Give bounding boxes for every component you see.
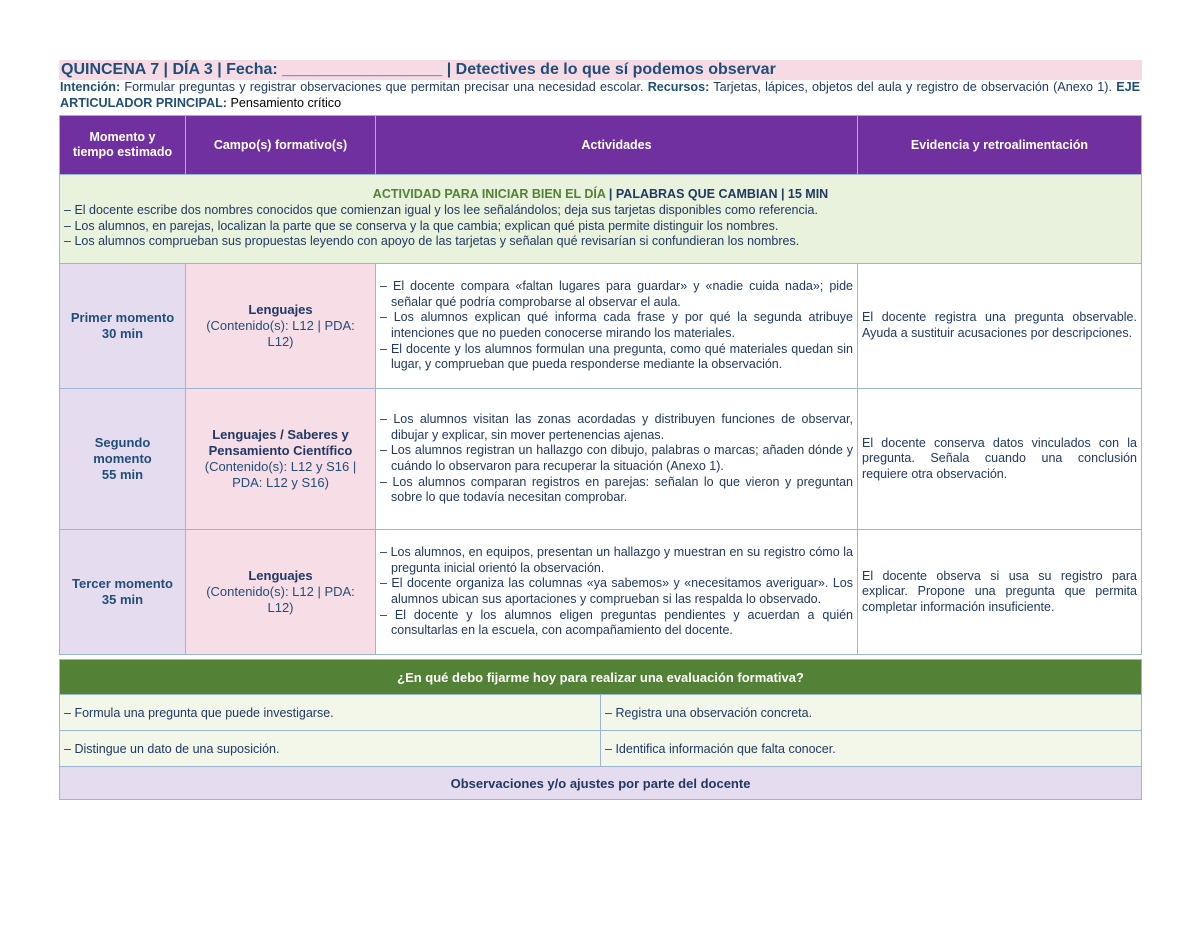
list-item: – Los alumnos registran un hallazgo con dibujo, palabras o marcas; añaden dónde y cuándo lo observaron para recuperar la situación (Anexo 1). — [380, 443, 853, 474]
moment-name: Segundo momento — [93, 435, 152, 466]
campo-contenido: (Contenido(s): L12 | PDA: L12) — [206, 318, 355, 349]
evidence-cell: El docente conserva datos vinculados con la pregunta. Señala cuando una conclusión requiere otra observación. — [858, 389, 1142, 530]
activities-list — [376, 545, 857, 639]
campo-contenido: (Contenido(s): L12 y S16 | PDA: L12 y S16) — [204, 459, 357, 490]
intro-activity-title-green: ACTIVIDAD PARA INICIAR BIEN EL DÍA — [372, 187, 606, 201]
intro-activity-cell — [60, 175, 1142, 264]
evaluation-table — [59, 659, 1142, 800]
list-item: – Los alumnos, en parejas, localizan la parte que se conserva y la que cambia; explican qué pista permite distinguir los nombres. — [64, 219, 1137, 235]
campo-cell — [186, 530, 376, 655]
intro-activity-title — [60, 187, 1141, 201]
header-momento: Momento y tiempo estimado — [60, 116, 186, 175]
list-item: – El docente compara «faltan lugares para guardar» y «nadie cuida nada»; pide señalar qué podría comprobarse al observar el aula. — [380, 279, 853, 310]
moment-cell — [60, 264, 186, 389]
evidence-cell: El docente registra una pregunta observable. Ayuda a sustituir acusaciones por descripciones. — [858, 264, 1142, 389]
intro-activity-list — [60, 203, 1141, 250]
list-item: – El docente organiza las columnas «ya sabemos» y «necesitamos averiguar». Los alumnos ubican sus aportaciones y comprueban si las respalda lo observado. — [380, 576, 853, 607]
eje-text: Pensamiento crítico — [226, 95, 342, 110]
list-item: – Los alumnos comparan registros en parejas: señalan lo que vieron y preguntan sobre lo que todavía necesitan comprobar. — [380, 475, 853, 506]
moment-cell — [60, 389, 186, 530]
table-row — [60, 389, 1142, 530]
activities-cell — [376, 264, 858, 389]
activities-list — [376, 412, 857, 506]
activities-cell — [376, 530, 858, 655]
criterion-cell: – Registra una observación concreta. — [601, 695, 1142, 731]
evaluation-question: ¿En qué debo fijarme hoy para realizar una evaluación formativa? — [60, 660, 1142, 695]
moment-time: 30 min — [101, 326, 144, 341]
intro-paragraph — [60, 80, 1140, 111]
campo-cell — [186, 264, 376, 389]
criterion-cell: – Formula una pregunta que puede investigarse. — [60, 695, 601, 731]
intro-activity-row — [60, 175, 1142, 264]
campo-name: Lenguajes — [248, 302, 313, 317]
intencion-text: Formular preguntas y registrar observaciones que permitan precisar una necesidad escolar. — [120, 80, 648, 94]
plan-header-row — [60, 116, 1142, 175]
recursos-label: Recursos: — [647, 80, 710, 94]
table-row — [60, 731, 1142, 767]
table-row — [60, 264, 1142, 389]
observations-label: Observaciones y/o ajustes por parte del docente — [60, 767, 1142, 800]
criterion-cell: – Distingue un dato de una suposición. — [60, 731, 601, 767]
campo-cell — [186, 389, 376, 530]
moment-cell — [60, 530, 186, 655]
moment-name: Tercer momento — [72, 576, 173, 591]
table-row — [60, 530, 1142, 655]
list-item: – Los alumnos explican qué informa cada frase y por qué la segunda atribuye intenciones que no pueden conocerse mirando los materiales. — [380, 310, 853, 341]
recursos-text: Tarjetas, lápices, objetos del aula y registro de observación (Anexo 1). — [709, 80, 1117, 94]
activities-cell — [376, 389, 858, 530]
list-item: – El docente y los alumnos formulan una pregunta, como qué materiales quedan sin lugar, y comprueban que pueda responderse mediante la observación. — [380, 342, 853, 373]
header-campo: Campo(s) formativo(s) — [186, 116, 376, 175]
list-item: – El docente y los alumnos eligen preguntas pendientes y acuerdan a quién consultarlas en la escuela, con acompañamiento del docente. — [380, 608, 853, 639]
list-item: – Los alumnos comprueban sus propuestas leyendo con apoyo de las tarjetas y señalan qué revisarían si confundieran los nombres. — [64, 234, 1137, 250]
list-item: – Los alumnos visitan las zonas acordadas y distribuyen funciones de observar, dibujar y explicar, sin mover pertenencias ajenas. — [380, 412, 853, 443]
campo-name: Lenguajes / Saberes y Pensamiento Científico — [208, 427, 353, 458]
evaluation-header-row — [60, 660, 1142, 695]
campo-contenido: (Contenido(s): L12 | PDA: L12) — [206, 584, 355, 615]
moment-time: 35 min — [101, 592, 144, 607]
header-actividades: Actividades — [376, 116, 858, 175]
activities-list — [376, 279, 857, 373]
campo-name: Lenguajes — [248, 568, 313, 583]
page-title: QUINCENA 7 | DÍA 3 | Fecha: __________________ | Detectives de lo que sí podemos observar — [61, 61, 776, 78]
eje-label: EJE ARTICULADOR PRINCIPAL: — [60, 80, 1140, 110]
intencion-label: Intención: — [60, 80, 121, 94]
plan-table — [59, 115, 1142, 655]
header-evidencia: Evidencia y retroalimentación — [858, 116, 1142, 175]
moment-time: 55 min — [101, 467, 144, 482]
observations-row — [60, 767, 1142, 800]
criterion-cell: – Identifica información que falta conocer. — [601, 731, 1142, 767]
table-row — [60, 695, 1142, 731]
evidence-cell: El docente observa si usa su registro para explicar. Propone una pregunta que permita completar información insuficiente. — [858, 530, 1142, 655]
intro-activity-title-blue: | PALABRAS QUE CAMBIAN | 15 MIN — [605, 187, 829, 201]
list-item: – Los alumnos, en equipos, presentan un hallazgo y muestran en su registro cómo la pregunta inicial orientó la observación. — [380, 545, 853, 576]
moment-name: Primer momento — [70, 310, 175, 325]
list-item: – El docente escribe dos nombres conocidos que comienzan igual y los lee señalándolos; deja sus tarjetas disponibles como referencia. — [64, 203, 1137, 219]
